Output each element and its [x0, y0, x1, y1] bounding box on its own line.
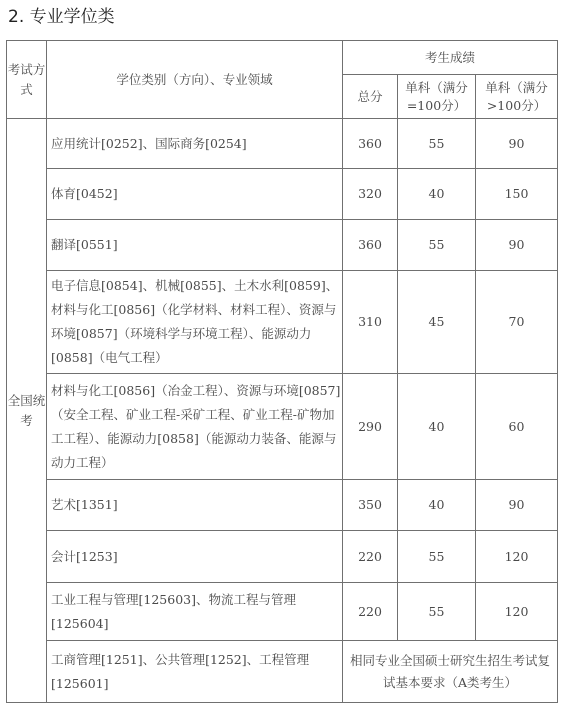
single-gt100-cell: 90: [476, 220, 558, 271]
total-score-cell: 360: [343, 119, 398, 169]
category-cell: 翻译[0551]: [47, 220, 343, 271]
single-gt100-cell: 90: [476, 119, 558, 169]
single-100-cell: 55: [398, 220, 476, 271]
total-score-cell: 220: [343, 583, 398, 641]
table-row: [7, 641, 558, 703]
single-100-cell: 55: [398, 119, 476, 169]
single-100-cell: 45: [398, 271, 476, 374]
category-cell: 艺术[1351]: [47, 480, 343, 531]
single-100-cell: 40: [398, 374, 476, 480]
merged-requirement-note: 相同专业全国硕士研究生招生考试复试基本要求（A类考生）: [343, 641, 558, 703]
single-100-cell: 40: [398, 169, 476, 220]
header-category: 学位类别（方向）、专业领域: [47, 41, 343, 119]
single-100-cell: 55: [398, 583, 476, 641]
header-row: [7, 41, 558, 75]
single-gt100-cell: 150: [476, 169, 558, 220]
total-score-cell: 220: [343, 531, 398, 583]
category-cell: 应用统计[0252]、国际商务[0254]: [47, 119, 343, 169]
single-100-cell: 40: [398, 480, 476, 531]
header-single-gt100: 单科（满分>100分）: [476, 75, 558, 119]
section-title: 2. 专业学位类: [8, 7, 115, 27]
table-row: [7, 374, 558, 480]
single-100-cell: 55: [398, 531, 476, 583]
category-cell: 体育[0452]: [47, 169, 343, 220]
exam-method-cell: 全国统考: [7, 119, 47, 703]
total-score-cell: 320: [343, 169, 398, 220]
single-gt100-cell: 120: [476, 531, 558, 583]
single-gt100-cell: 120: [476, 583, 558, 641]
table-row: [7, 480, 558, 531]
category-cell: 工商管理[1251]、公共管理[1252]、工程管理[125601]: [47, 641, 343, 703]
total-score-cell: 290: [343, 374, 398, 480]
table-row: [7, 220, 558, 271]
category-cell: 工业工程与管理[125603]、物流工程与管理[125604]: [47, 583, 343, 641]
total-score-cell: 350: [343, 480, 398, 531]
header-scores: 考生成绩: [343, 41, 558, 75]
total-score-cell: 360: [343, 220, 398, 271]
table-row: [7, 271, 558, 374]
single-gt100-cell: 90: [476, 480, 558, 531]
table-row: [7, 583, 558, 641]
header-method: 考试方式: [7, 41, 47, 119]
total-score-cell: 310: [343, 271, 398, 374]
table-row: [7, 169, 558, 220]
single-gt100-cell: 60: [476, 374, 558, 480]
category-cell: 电子信息[0854]、机械[0855]、土木水利[0859]、材料与化工[0856]（化学材料、材料工程）、资源与环境[0857]（环境科学与环境工程）、能源动力[0858]（电气工程）: [47, 271, 343, 374]
table-row: [7, 119, 558, 169]
score-requirements-table: [6, 40, 558, 703]
header-total: 总分: [343, 75, 398, 119]
single-gt100-cell: 70: [476, 271, 558, 374]
header-single-100: 单科（满分=100分）: [398, 75, 476, 119]
category-cell: 会计[1253]: [47, 531, 343, 583]
table-row: [7, 531, 558, 583]
category-cell: 材料与化工[0856]（冶金工程）、资源与环境[0857]（安全工程、矿业工程-采矿工程、矿业工程-矿物加工工程）、能源动力[0858]（能源动力装备、能源与动力工程）: [47, 374, 343, 480]
